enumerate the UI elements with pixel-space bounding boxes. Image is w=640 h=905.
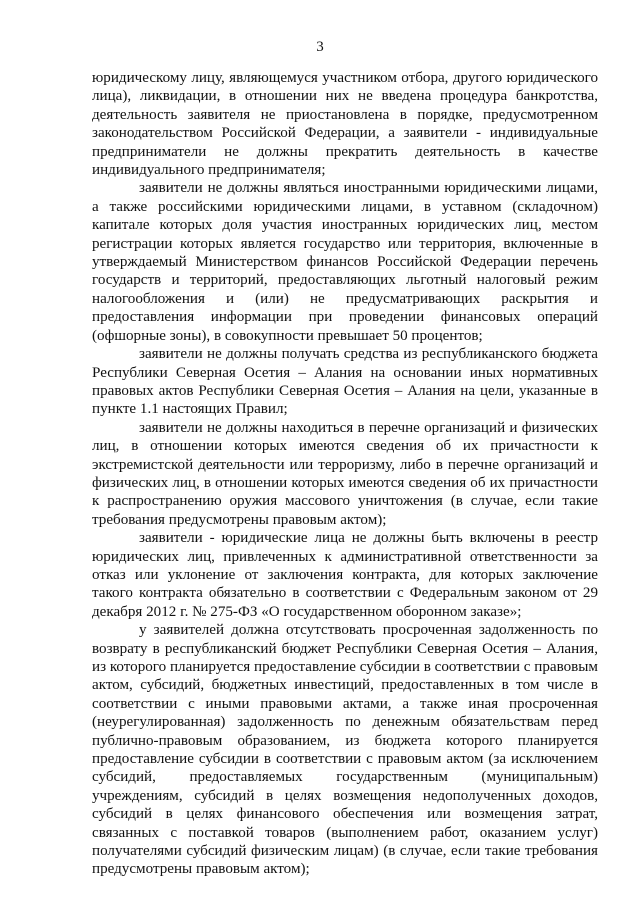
paragraph-overdue-debt: у заявителей должна отсутствовать просроченная задолженность по возврату в республиканский бюджет Республики Северная Осетия – Алания, из которого планируется предоставление субсидии в соответствии с правовым актом, субсидий, бюджетных инвестиций, предоставленных в том числе в соответствии с иными правовыми актами, а также иная просроченная (неурегулированная) задолженность по денежным обязательствам перед публично-правовым образованием, из бюджета которого планируется предоставление субсидии в соответствии с правовым актом (за исключением субсидий, предоставляемых государственным (муниципальным) учреждениям, субсидий в целях возмещения недополученных доходов, субсидий в целях финансового обеспечения или возмещения затрат, связанных с поставкой товаров (выполнением работ, оказанием услуг) получателями субсидий физическим лицам) (в случае, если такие требования предусмотрены правовым актом); bbox=[92, 622, 598, 878]
paragraph-continued: юридическому лицу, являющемуся участником отбора, другого юридического лица), ликвидации, в отношении них не введена процедура банкротства, деятельность заявителя не приостановлена в порядке, предусмотренном законодательством Российской Федерации, а заявители - индивидуальные предприниматели не должны прекратить деятельность в качестве индивидуального предпринимателя; bbox=[92, 70, 598, 179]
paragraph-extremism-list: заявители не должны находиться в перечне организаций и физических лиц, в отношении которых имеются сведения об их причастности к экстремистской деятельности или терроризму, либо в перечне организаций и физических лиц, в отношении которых имеются сведения об их причастности к распространению оружия массового уничтожения (в случае, если такие требования предусмотрены правовым актом); bbox=[92, 419, 598, 528]
page-number: 3 bbox=[316, 39, 324, 55]
paragraph-defense-registry: заявители - юридические лица не должны быть включены в реестр юридических лиц, привлеченных к административной ответственности за отказ или уклонение от заключения контракта, для которых заключение такого контракта обязательно в соответствии с Федеральным законом от 29 декабря 2012 г. № 275-ФЗ «О государственном оборонном заказе»; bbox=[92, 530, 598, 620]
paragraph-foreign-entities: заявители не должны являться иностранными юридическими лицами, а также российскими юридическими лицами, в уставном (складочном) капитале которых доля участия иностранных юридических лиц, местом регистрации которых является государство или территория, включенные в утверждаемый Министерством финансов Российской Федерации перечень государств и территорий, предоставляющих льготный налоговый режим налогообложения и (или) не предусматривающих раскрытия и предоставления информации при проведении финансовых операций (офшорные зоны), в совокупности превышает 50 процентов; bbox=[92, 180, 598, 344]
document-body bbox=[92, 69, 598, 879]
paragraph-other-funding: заявители не должны получать средства из республиканского бюджета Республики Северная Осетия – Алания на основании иных нормативных правовых актов Республики Северная Осетия – Алания на цели, указанные в пункте 1.1 настоящих Правил; bbox=[92, 346, 598, 418]
